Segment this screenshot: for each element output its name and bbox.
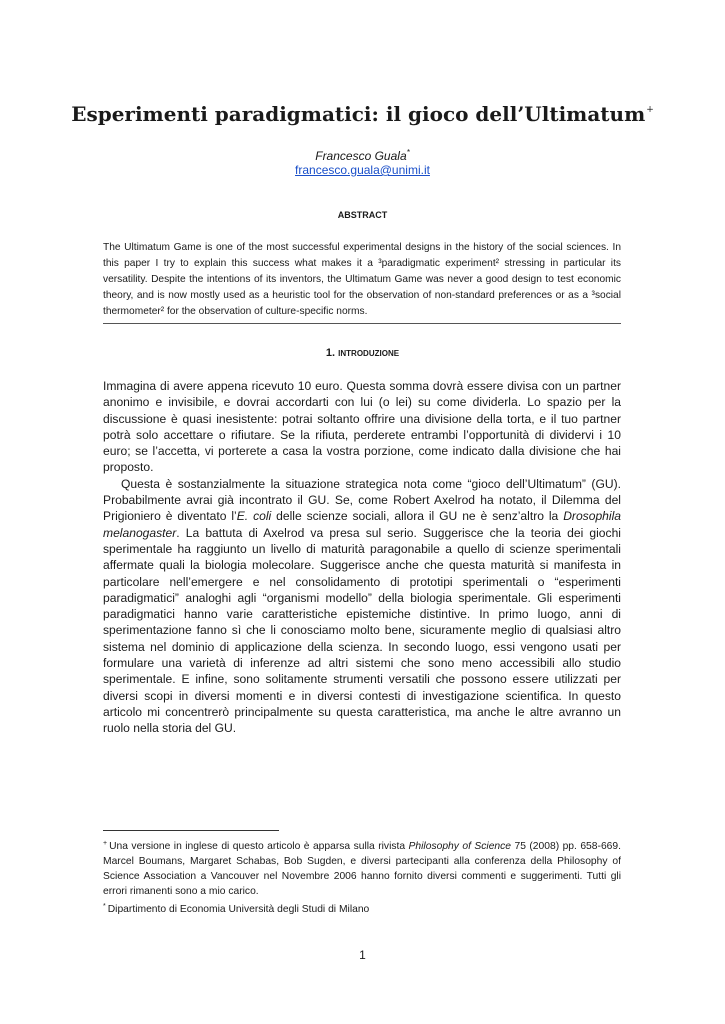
footnotes [103, 836, 621, 917]
page-number: 1 [359, 948, 366, 962]
section-number: 1. [325, 347, 336, 359]
section-title: INTRODUZIONE [338, 349, 400, 358]
paper-title [60, 102, 665, 126]
footnote-1-part-a: Una versione in inglese di questo articolo è apparsa sulla rivista [109, 841, 409, 852]
footnote-2-text: Dipartimento di Economia Università degli Studi di Milano [107, 904, 370, 915]
abstract-divider [103, 323, 621, 324]
footnote-1-mark: + [103, 840, 108, 847]
footnote-1-part-b: 75 (2008) pp. 658-669. Marcel Boumans, Margaret Schabas, Bob Sugden, e diversi partecipanti alla conferenza della Philosophy of Science Association a Vancouver nel Novembre 2006 hanno fornito diversi commenti e suggerimenti. Tutti gli errori rimanenti sono a mio carico. [103, 841, 621, 897]
body-paragraph-2-part-a: Questa è sostanzialmente la situazione strategica nota come “gioco dell’Ultimatum” (GU). Probabilmente avrai già incontrato il GU. Se, come Robert Axelrod ha notato, il Dilemma del Prigioniero è diventato l’ [103, 476, 621, 524]
author-email-link[interactable]: francesco.guala@unimi.it [295, 163, 430, 177]
paper-title-text: Esperimenti paradigmatici: il gioco dell’Ultimatum [71, 102, 646, 126]
footnote-2 [103, 899, 621, 917]
author-name-text: Francesco Guala [315, 149, 407, 163]
title-footnote-mark: + [646, 105, 654, 115]
footnote-2-mark: * [103, 903, 106, 910]
footnote-1-journal: Philosophy of Science [408, 841, 512, 852]
ecoli-term: E. coli [236, 509, 272, 524]
abstract-heading: ABSTRACT [337, 210, 388, 220]
author-name [60, 148, 665, 163]
body-paragraph-2-part-b: delle scienze sociali, allora il GU ne è senz’altro la [271, 509, 564, 524]
abstract-text: The Ultimatum Game is one of the most successful experimental designs in the history of the social sciences. In this paper I try to explain this success what makes it a ³paradigmatic experiment² stressing in particular its versatility. Despite the intentions of its inventors, the Ultimatum Game was never a good design to test economic theory, and is now mostly used as a heuristic tool for the observation of non-standard preferences or as a ³social thermometer² for the observation of culture-specific norms. [103, 242, 621, 317]
body-paragraph-1: Immagina di avere appena ricevuto 10 euro. Questa somma dovrà essere divisa con un partner anonimo e invisibile, e dovrai accordarti con lui (o lei) su come dividerla. Lo spazio per la discussione è quasi inesistente: potrai soltanto offrire una divisione della torta, e il tuo partner potrà solo accettare o rifiutare. Se la rifiuta, perderete entrambi l’opportunità di dividervi i 10 euro; se l’accetta, vi porterete a casa la vostra porzione, come indicato dalla divisione che hai proposto. [103, 379, 621, 475]
section-heading [60, 347, 665, 359]
footnote-divider [103, 830, 279, 831]
author-footnote-mark: * [406, 148, 410, 157]
drosophila-term: Drosophila melanogaster [103, 509, 621, 540]
body-paragraph-2 [103, 476, 621, 737]
body-text [103, 378, 621, 737]
body-paragraph-2-part-c: . La battuta di Axelrod va presa sul serio. Suggerisce che la teoria dei giochi sperimentale ha raggiunto un livello di maturità paragonabile a quello di scienze sperimentali affermate quali la biologia molecolare. Suggerisce anche che questa maturità si manifesta in particolare nell’emergere e nel consolidamento di prototipi sperimentali o “esperimenti paradigmatici” analoghi agli “organismi modello” della biologia sperimentale. Gli esperimenti paradigmatici hanno varie caratteristiche epistemiche distintive. In primo luogo, anni di sperimentazione fanno sì che li conosciamo molto bene, sicuramente meglio di qualsiasi altro sistema nel dominio di applicazione della scienza. In secondo luogo, essi vengono usati per formulare una varietà di inferenze ad altri sistemi che sono meno accessibili allo studio sperimentale. E infine, sono solitamente strumenti versatili che possono essere utilizzati per diversi scopi in diversi momenti e in diversi contesti di investigazione scientifica. In questo articolo mi concentrerò principalmente su questa caratteristica, ma anche le altre avranno un ruolo nella storia del GU. [103, 525, 621, 736]
footnote-1 [103, 836, 621, 899]
